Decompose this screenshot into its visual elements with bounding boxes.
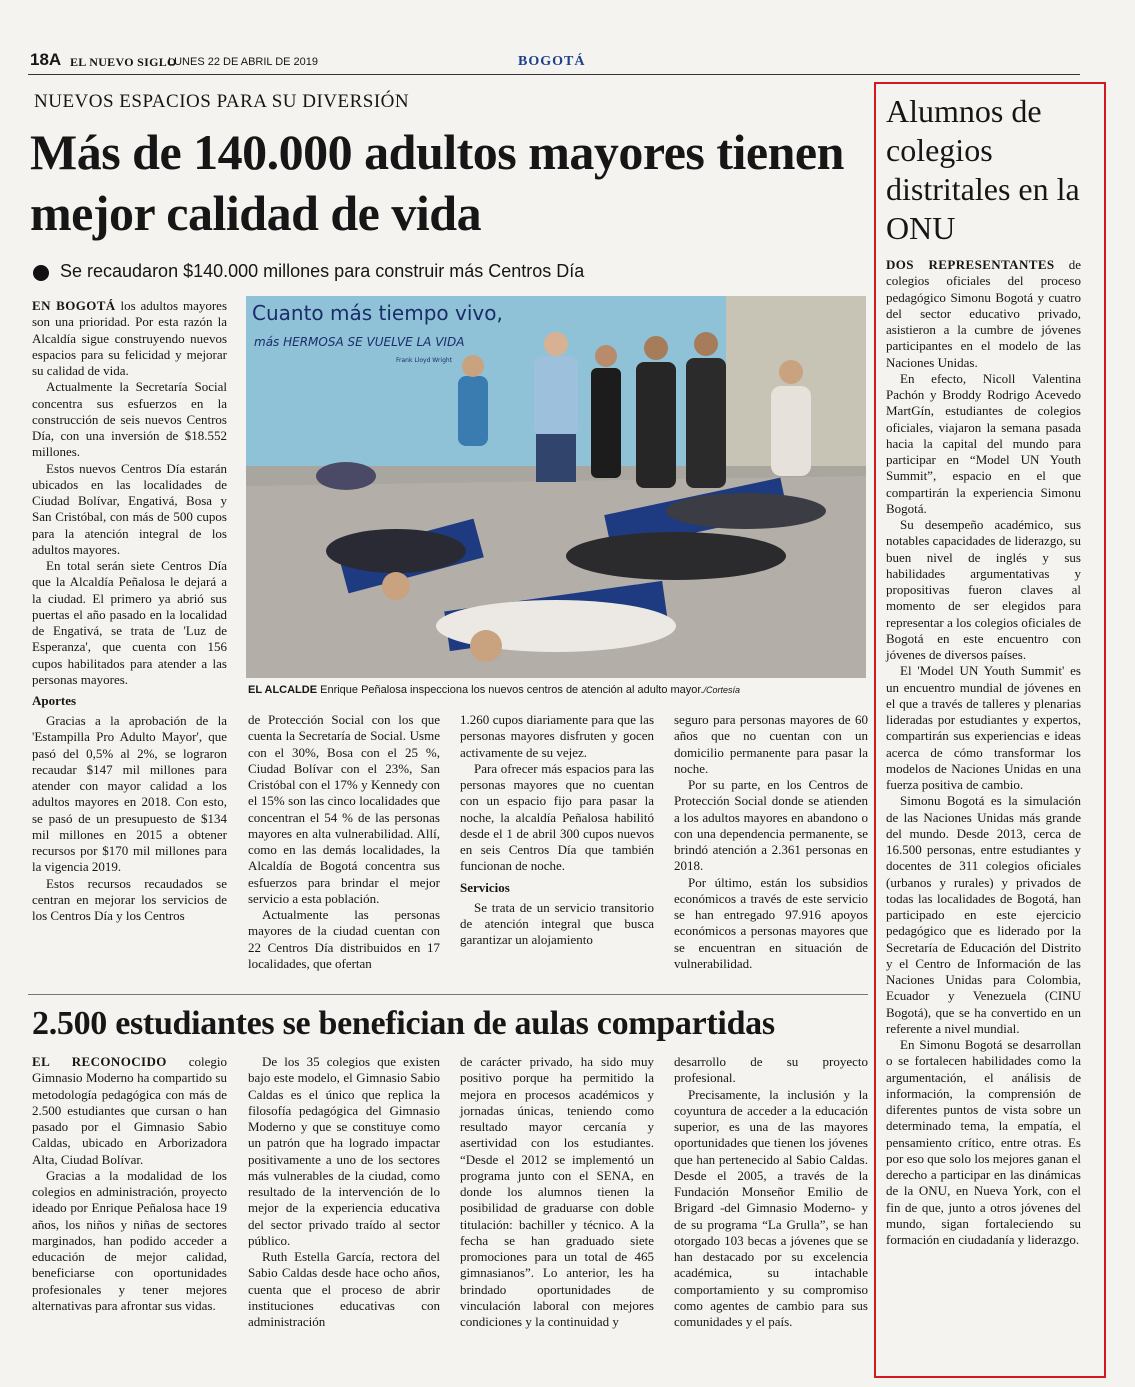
subheadline: Se recaudaron $140.000 millones para construir más Centros Día: [60, 261, 585, 281]
story-divider: [28, 994, 868, 995]
paragraph: 1.260 cupos diariamente para que las personas mayores disfruten y gocen activamente de su vejez.: [460, 712, 654, 760]
lead-in: EL RECONOCIDO: [32, 1054, 167, 1069]
paragraph: Actualmente la Secretaría Social concentra sus esfuerzos en la construcción de seis nuevos Centros Día, con una inversión de $18.552 millones.: [32, 379, 227, 460]
news-photo: [246, 296, 866, 678]
main-column-3: [460, 712, 654, 948]
lead-in: EN BOGOTÁ: [32, 298, 116, 313]
lead-in: DOS REPRESENTANTES: [886, 257, 1055, 272]
paragraph: De los 35 colegios que existen bajo este modelo, el Gimnasio Sabio Caldas es el único que replica la filosofía pedagógica del Gimnasio Moderno y que se constituye como un patrón que ha logrado impactar positivamente a uno de los sectores más vulnerables de la ciudad, como resultado de la intervención de lo mejor de la experiencia educativa del sector privado traído al sector público.: [248, 1054, 440, 1248]
paragraph: En Simonu Bogotá se desarrollan o se fortalecen habilidades como la argumentación, el análisis de información, la comprensión de diferentes puntos de vista sobre un determinado tema, la empatía, el pensamiento crítico, entre otras. Es por eso que solo los mejores ganan el derecho a participar en las dinámicas de la ONU, en Nueva York, con el fin de que, junto a otros jóvenes del mundo, sigan fortaleciendo su formación en ciudadanía y liderazgo.: [886, 1037, 1081, 1247]
paragraph: En total serán siete Centros Día que la Alcaldía Peñalosa le dejará a la ciudad. El primero ya abrió sus puertas el año pasado en la localidad de Engativá, se trata de 'Luz de Esperanza', que cuenta con 156 cupos habilitados para atender a las personas mayores.: [32, 558, 227, 687]
sidebar-text: [886, 257, 1081, 1248]
paragraph: El 'Model UN Youth Summit' es un encuentro mundial de jóvenes en el que a través de talleres y plenarias lideradas por estudiantes y expertos, compartirán sus experiencias e ideas acerca de cómo transformar los modelos de Naciones Unidas en una fuerza positiva de cambio.: [886, 663, 1081, 792]
sidebar-title: Alumnos de colegios distritales en la ONU: [886, 93, 1080, 247]
story2-column-2: [248, 1054, 440, 1330]
paragraph: Gracias a la modalidad de los colegios en administración, proyecto ideado por Enrique Peñalosa hace 19 años, los niños y niñas de sectores marginados, han podido acceder a educación de mejor calidad, beneficiarse con oportunidades profesionales y tener mejores alternativas para afrontar sus vidas.: [32, 1167, 227, 1313]
story2-column-3: [460, 1054, 654, 1330]
paragraph: Se trata de un servicio transitorio de atención integral que busca garantizar un alojamiento: [460, 899, 654, 947]
kicker: NUEVOS ESPACIOS PARA SU DIVERSIÓN: [34, 91, 410, 112]
paragraph-text: los adultos mayores son una prioridad. Por esta razón la Alcaldía sigue construyendo nuevos espacios para su felicidad y mejorar su calidad de vida.: [32, 298, 227, 378]
caption-label: EL ALCALDE: [248, 684, 318, 696]
paragraph: Por su parte, en los Centros de Protección Social donde se atienden a los adultos mayores en abandono o con una dependencia permanente, se brindó atención a 2.361 personas en 2018.: [674, 777, 868, 874]
issue-date: LUNES 22 DE ABRIL DE 2019: [168, 56, 319, 68]
paragraph-text: de colegios oficiales del proceso pedagógico Simonu Bogotá y cuatro del sector educativo privado, asistieron a la cumbre de jóvenes participantes en el modelo de las Naciones Unidas.: [886, 257, 1081, 370]
bullet-icon: [33, 265, 49, 281]
paragraph: [32, 298, 227, 379]
subheading-servicios: Servicios: [460, 879, 510, 895]
main-column-1: [32, 298, 227, 924]
main-column-2: [248, 712, 440, 972]
caption-text: Enrique Peñalosa inspecciona los nuevos centros de atención al adulto mayor.: [317, 684, 704, 696]
paragraph: seguro para personas mayores de 60 años que no cuentan con un domicilio permanente para pasar la noche.: [674, 712, 868, 776]
paragraph: Su desempeño académico, sus notables capacidades de liderazgo, su buen nivel de inglés y sus habilidades argumentativas y propositivas fueron claves al momento de ser elegidos para representar a los colegios oficiales de Bogotá en este encuentro con jóvenes de diversos países.: [886, 517, 1081, 662]
wall-text-2: más HERMOSA SE VUELVE LA VIDA: [254, 335, 465, 349]
story2-column-1: [32, 1054, 227, 1314]
paragraph: desarrollo de su proyecto profesional.: [674, 1054, 868, 1086]
wall-text-3: Frank Lloyd Wright: [396, 357, 453, 364]
paragraph: Para ofrecer más espacios para las personas mayores que no cuentan con un espacio fijo para pasar la noche, la alcaldía Peñalosa habilitó desde el 1 de abril 300 cupos nuevos en seis Centros Día que también funcionan de noche.: [460, 760, 654, 874]
paragraph: Por último, están los subsidios económicos a través de este servicio se han entregado 97.916 apoyos económicos a personas mayores que se encuentran en situación de vulnerabilidad.: [674, 874, 868, 971]
page-number: 18A: [30, 50, 62, 69]
paragraph: de Protección Social con los que cuenta la Secretaría de Social. Usme con el 30%, Bosa con el 25 %, Ciudad Bolívar con el 23%, San Cristóbal con el 17% y Kennedy con el 15% son las cinco localidades que concentran el 54 % de las personas mayores en alta vulnerabilidad. Allí, como en las demás localidades, la Alcaldía de Bogotá concentra sus esfuerzos para brindar el mejor servicio a esta población.: [248, 712, 440, 906]
photo-caption: [248, 684, 868, 696]
header-rule: [28, 74, 1080, 75]
wall-text-1: Cuanto más tiempo vivo,: [252, 301, 503, 325]
photo-illustration: [246, 296, 866, 678]
paragraph: Gracias a la aprobación de la 'Estampilla Pro Adulto Mayor', que pasó del 0,5% al 2%, se lograron recaudar $147 mil millones para atender con mayor calidad a los adultos mayores en 2018. Con esto, se pasó de un presupuesto de $134 mil millones en 2015 a obtener recursos por $170 mil millones para la vigencia 2019.: [32, 713, 227, 875]
second-headline: 2.500 estudiantes se benefician de aulas compartidas: [32, 1005, 775, 1042]
paragraph: En efecto, Nicoll Valentina Pachón y Broddy Rodrigo Acevedo MartGín, estudiantes de colegios oficiales, viajaron la semana pasada hacia la capital del mundo para participar en “Model UN Youth Summit”, espacio en el que compartirán la experiencia Simonu Bogotá.: [886, 370, 1081, 516]
paragraph: Actualmente las personas mayores de la ciudad cuentan con 22 Centros Día distribuidos en 17 localidades, que ofertan: [248, 907, 440, 971]
newspaper-name: EL NUEVO SIGLO: [70, 55, 177, 69]
paragraph: Simonu Bogotá es la simulación de las Naciones Unidas más grande del mundo. Desde 2013, cerca de 16.500 personas, entre estudiantes y docentes de 311 colegios oficiales (urbanos y rurales) y privados de todas las localidades de Bogotá, han participado en este ejercicio pedagógico que es liderado por la Secretaría de Educación del Distrito y el Centro de Información de las Naciones Unidas para Colombia, Ecuador y Venezuela (CINU Bogotá), que se ha convertido en un referente a nivel mundial.: [886, 793, 1081, 1036]
paragraph: Estos nuevos Centros Día estarán ubicados en las localidades de Ciudad Bolívar, Engativá, Bosa y San Cristóbal, con más de 500 cupos para la atención integral de los adultos mayores.: [32, 460, 227, 557]
section-name: BOGOTÁ: [518, 54, 586, 69]
paragraph-text: colegio Gimnasio Moderno ha compartido su metodología pedagógica con más de 2.500 estudiantes que cursan o han pasado por el Gimnasio Sabio Caldas, ubicado en Arborizadora Alta, Ciudad Bolívar.: [32, 1054, 227, 1167]
main-headline: Más de 140.000 adultos mayores tienen mejor calidad de vida: [30, 124, 844, 241]
paragraph: Precisamente, la inclusión y la coyuntura de acceder a la educación superior, es una de las mayores oportunidades que tienen los jóvenes que han pertenecido al Sabio Caldas. Desde el 2005, a través de la Fundación Monseñor Emilio de Brigard -del Gimnasio Moderno- y de su programa “La Grulla”, se han otorgado 103 becas a jóvenes que se han destacado por su excelencia académica, su intachable comportamiento y su compromiso como agentes de cambio para sus comunidades y el país.: [674, 1086, 868, 1329]
paragraph: Estos recursos recaudados se centran en mejorar los servicios de los Centros Día y los Centros: [32, 875, 227, 923]
paragraph: [32, 1054, 227, 1168]
photo-credit: /Cortesía: [703, 685, 741, 695]
main-column-4: [674, 712, 868, 972]
paragraph: [886, 257, 1081, 371]
paragraph: Ruth Estella García, rectora del Sabio Caldas desde hace ocho años, cuenta que el proceso de abrir instituciones educativas con administración: [248, 1249, 440, 1329]
paragraph: de carácter privado, ha sido muy positivo porque ha permitido la mejora en procesos académicos y jornadas únicas, teniendo como resultado mayor cercanía y asertividad con los estudiantes. “Desde el 2012 se implementó un programa junto con el SENA, en donde los alumnos tienen la posibilidad de graduarse con doble titulación: bachiller y técnico. A la fecha se han graduado siete promociones para un total de 465 gimnasianos”. Lo anterior, les ha brindado oportunidades de vinculación laboral con mejores condiciones y la continuidad y: [460, 1054, 654, 1329]
subheading-aportes: Aportes: [32, 693, 77, 708]
story2-column-4: [674, 1054, 868, 1330]
